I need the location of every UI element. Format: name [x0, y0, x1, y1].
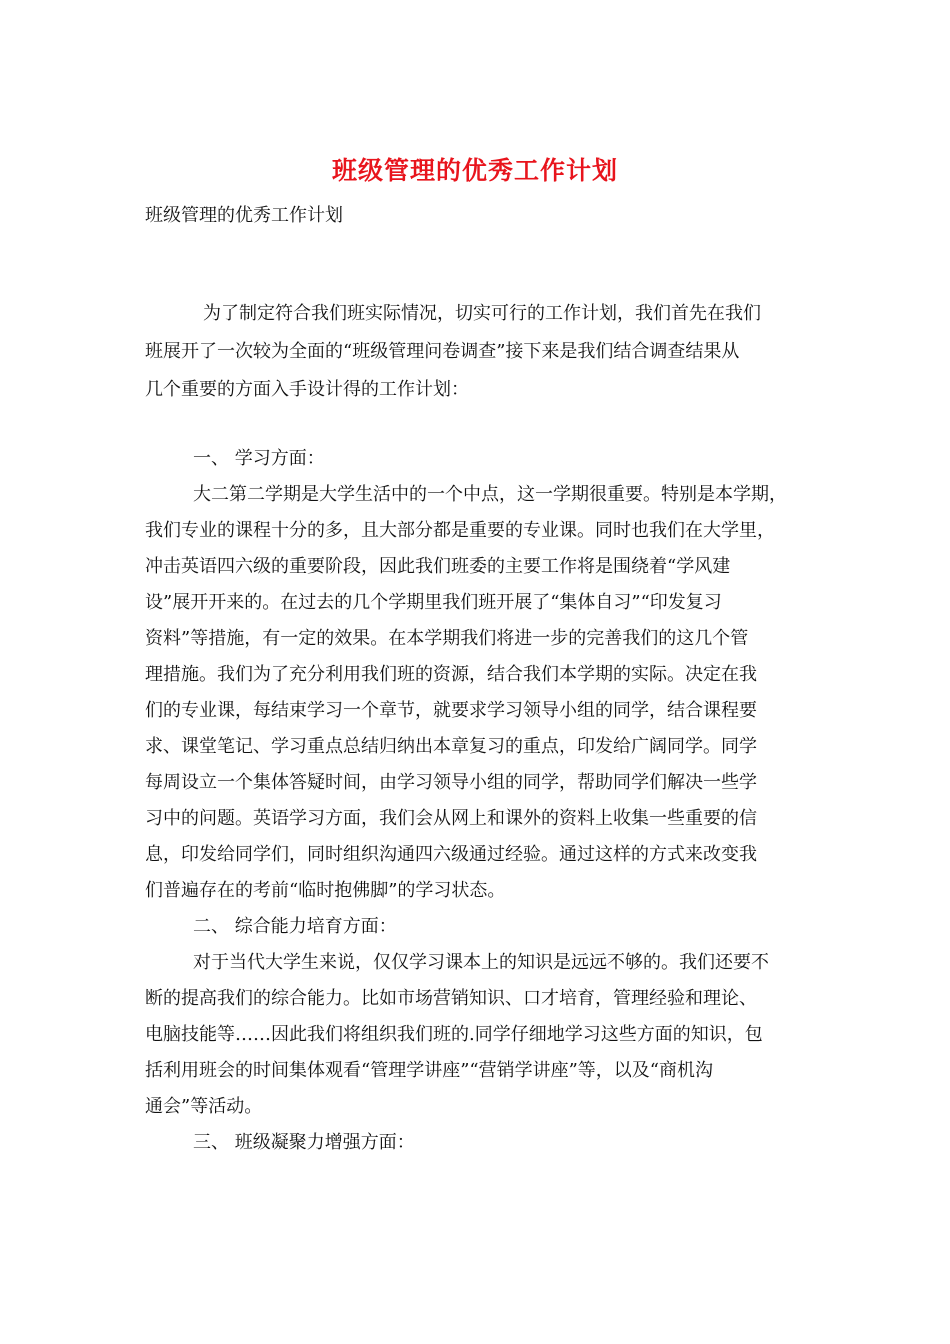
paragraph-line: 息，印发给同学们，同时组织沟通四六级通过经验。通过这样的方式来改变我 — [145, 844, 757, 865]
paragraph-line: 设”展开开来的。在过去的几个学期里我们班开展了“集体自习”“印发复习 — [145, 592, 722, 613]
section-heading: 一、 学习方面： — [193, 448, 325, 469]
document-subtitle: 班级管理的优秀工作计划 — [145, 205, 343, 226]
paragraph-line: 们的专业课，每结束学习一个章节，就要求学习领导小组的同学，结合课程要 — [145, 700, 757, 721]
paragraph-line: 习中的问题。英语学习方面，我们会从网上和课外的资料上收集一些重要的信 — [145, 808, 757, 829]
paragraph-line: 理措施。我们为了充分利用我们班的资源，结合我们本学期的实际。决定在我 — [145, 664, 757, 685]
paragraph-line: 为了制定符合我们班实际情况，切实可行的工作计划，我们首先在我们 — [203, 303, 761, 324]
paragraph-line: 大二第二学期是大学生活中的一个中点，这一学期很重要。特别是本学期， — [193, 484, 787, 505]
paragraph-line: 每周设立一个集体答疑时间，由学习领导小组的同学，帮助同学们解决一些学 — [145, 772, 757, 793]
paragraph-line: 括利用班会的时间集体观看“管理学讲座”“营销学讲座”等，以及“商机沟 — [145, 1060, 714, 1081]
paragraph-line: 们普遍存在的考前“临时抱佛脚”的学习状态。 — [145, 880, 506, 901]
paragraph-line: 对于当代大学生来说，仅仅学习课本上的知识是远远不够的。我们还要不 — [193, 952, 769, 973]
paragraph-line: 电脑技能等……因此我们将组织我们班的.同学仔细地学习这些方面的知识，包 — [145, 1024, 763, 1045]
paragraph-line: 冲击英语四六级的重要阶段，因此我们班委的主要工作将是围绕着“学风建 — [145, 556, 731, 577]
paragraph-line: 资料”等措施，有一定的效果。在本学期我们将进一步的完善我们的这几个管 — [145, 628, 749, 649]
paragraph-line: 班展开了一次较为全面的“班级管理问卷调查”接下来是我们结合调查结果从 — [145, 341, 740, 362]
paragraph-line: 断的提高我们的综合能力。比如市场营销知识、口才培育，管理经验和理论、 — [145, 988, 757, 1009]
section-heading: 三、 班级凝聚力增强方面： — [193, 1132, 415, 1153]
paragraph-line: 求、课堂笔记、学习重点总结归纳出本章复习的重点，印发给广阔同学。同学 — [145, 736, 757, 757]
paragraph-line: 几个重要的方面入手设计得的工作计划： — [145, 379, 469, 400]
paragraph-line: 通会”等活动。 — [145, 1096, 263, 1117]
paragraph-line: 我们专业的课程十分的多，且大部分都是重要的专业课。同时也我们在大学里， — [145, 520, 775, 541]
document-title: 班级管理的优秀工作计划 — [331, 156, 618, 185]
section-heading: 二、 综合能力培育方面： — [193, 916, 397, 937]
